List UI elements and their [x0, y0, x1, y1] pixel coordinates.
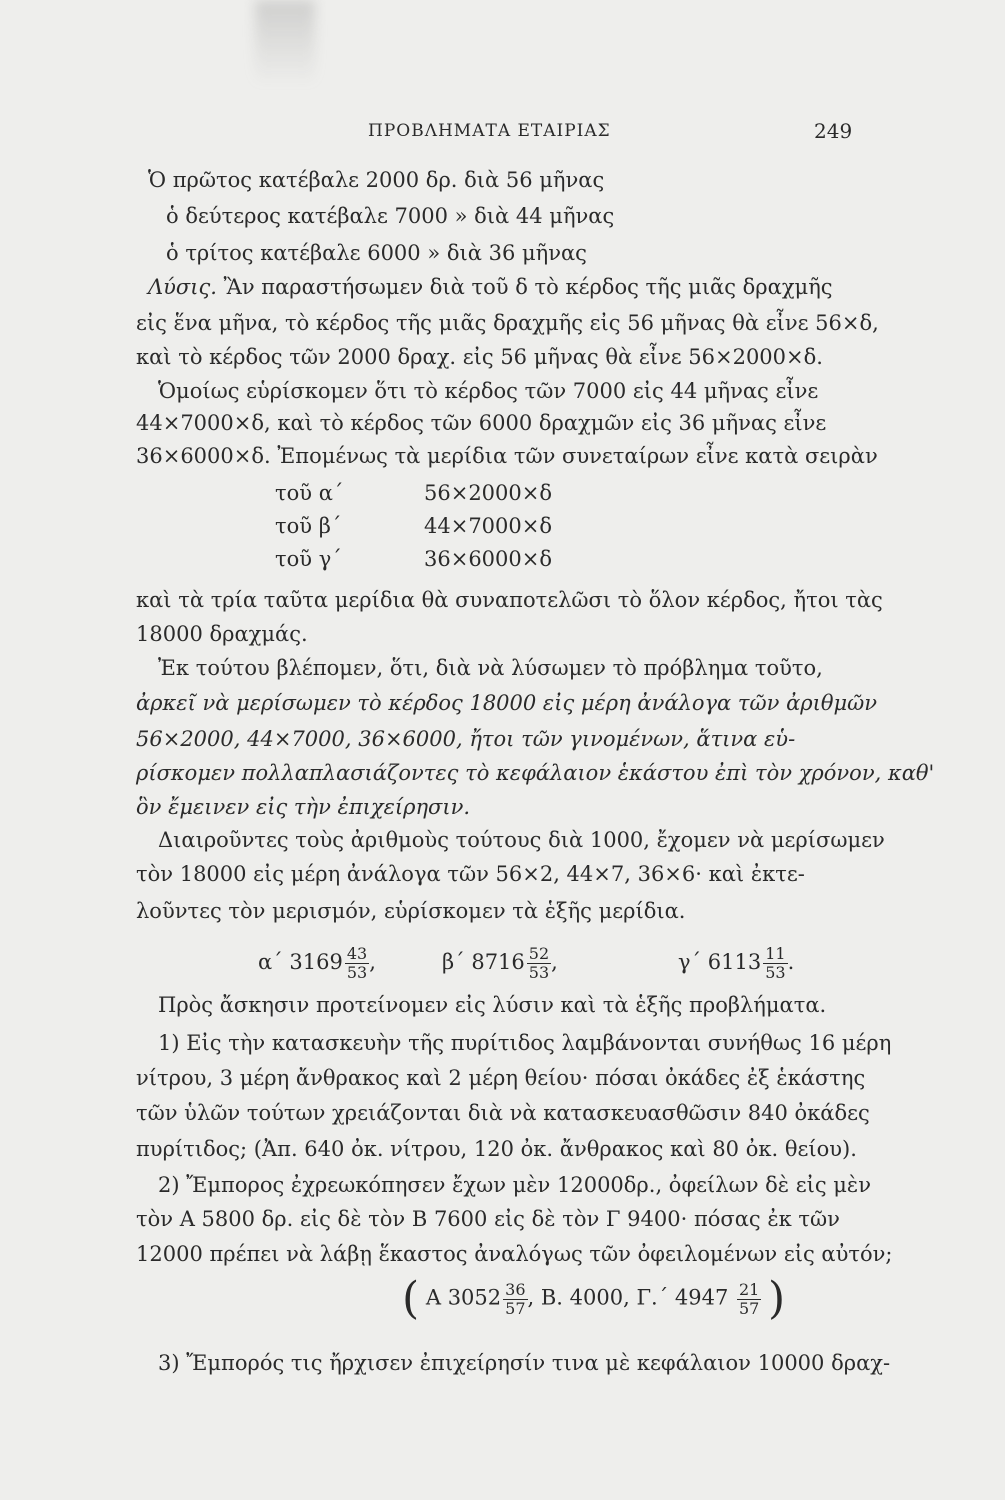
answer-open-paren: ( — [402, 1273, 420, 1324]
answer-c-fraction — [737, 1281, 761, 1318]
share-1-value: 56×2000×δ — [424, 481, 552, 505]
result-b-numerator: 52 — [528, 944, 550, 963]
text-line-4 — [148, 272, 833, 302]
result-c-denominator: 53 — [765, 963, 786, 982]
exercise-1-line-1: 1) Εἰς τὴν κατασκευὴν τῆς πυρίτιδος λαμβάνονται συνήθως 16 μέρη — [158, 1031, 892, 1055]
result-c-whole: 6113 — [707, 950, 762, 974]
result-b-label: β΄ — [442, 950, 465, 974]
exercise-1-line-2: νίτρου, 3 μέρη ἄνθρακος καὶ 2 μέρη θείου· πόσαι ὀκάδες ἐξ ἑκάστης — [136, 1066, 866, 1090]
exercise-2-line-2: τὸν Α 5800 δρ. εἰς δὲ τὸν Β 7600 εἰς δὲ τὸν Γ 9400· πόσας ἐκ τῶν — [136, 1207, 840, 1231]
text-line-21: τὸν 18000 εἰς μέρη ἀνάλογα τῶν 56×2, 44×7, 36×6· καὶ ἐκτε- — [136, 862, 805, 886]
result-b-fraction — [527, 945, 551, 982]
exercise-2-line-3: 12000 πρέπει νὰ λάβῃ ἕκαστος ἀναλόγως τῶν ὀφειλομένων εἰς αὐτόν; — [136, 1242, 893, 1266]
text-line-3: ὁ τρίτος κατέβαλε 6000 » διὰ 36 μῆνας — [166, 241, 587, 265]
result-c-fraction — [763, 945, 787, 982]
text-line-15: Ἐκ τούτου βλέπομεν, ὅτι, διὰ νὰ λύσωμεν τὸ πρόβλημα τοῦτο, — [158, 656, 823, 680]
text-line-9: 36×6000×δ. Ἐπομένως τὰ μερίδια τῶν συνεταίρων εἶνε κατὰ σειρὰν — [136, 444, 878, 468]
result-a-whole: 3169 — [289, 950, 343, 974]
exercise-1-line-4: πυρίτιδος; (Ἀπ. 640 ὀκ. νίτρου, 120 ὀκ. ἄνθρακος καὶ 80 ὀκ. θείου). — [136, 1137, 857, 1161]
result-share-b: β΄ 8716 $\frac{52}{53}$ , — [442, 944, 558, 982]
result-a-numerator: 43 — [346, 944, 368, 963]
text-line-20: Διαιροῦντες τοὺς ἀριθμοὺς τούτους διὰ 1000, ἔχομεν νὰ μερίσωμεν — [158, 828, 885, 852]
exercise-3-line-1: 3) Ἔμπορός τις ἤρχισεν ἐπιχείρησίν τινα μὲ κεφάλαιον 10000 δραχ- — [158, 1351, 891, 1375]
result-a-fraction — [345, 945, 369, 982]
answer-c-numerator: 21 — [739, 1279, 760, 1299]
text-line-22: λοῦντες τὸν μερισμόν, εὑρίσκομεν τὰ ἑξῆς μερίδια. — [136, 899, 686, 923]
exercises-intro: Πρὸς ἄσκησιν προτείνομεν εἰς λύσιν καὶ τὰ ἑξῆς προβλήματα. — [158, 993, 827, 1017]
share-3-label: τοῦ γ΄ — [275, 547, 342, 571]
result-c-label: γ΄ — [678, 950, 702, 974]
exercise-1-line-3: τῶν ὑλῶν τούτων χρειάζονται διὰ νὰ κατασκευασθῶσιν 840 ὀκάδες — [136, 1101, 870, 1125]
share-2-label: τοῦ β΄ — [275, 514, 342, 538]
text-line-14: 18000 δραχμάς. — [136, 622, 308, 646]
text-line-13: καὶ τὰ τρία ταῦτα μερίδια θὰ συναποτελῶσι τὸ ὅλον κέρδος, ἤτοι τὰς — [136, 588, 883, 612]
exercise-2-answer — [402, 1273, 786, 1324]
result-share-a: α΄ 3169 $\frac{43}{53}$ , — [258, 944, 376, 982]
share-1-label: τοῦ α΄ — [275, 481, 344, 505]
running-header-title: ΠΡΟΒΛΗΜΑΤΑ ΕΤΑΙΡΙΑΣ — [368, 121, 611, 141]
text-line-2: ὁ δεύτερος κατέβαλε 7000 » διὰ 44 μῆνας — [166, 204, 615, 228]
text-line-16: ἀρκεῖ νὰ μερίσωμεν τὸ κέρδος 18000 εἰς μέρη ἀνάλογα τῶν ἀριθμῶν — [136, 691, 878, 715]
result-share-c: γ΄ 6113 $\frac{11}{53}$ . — [678, 944, 795, 982]
answer-c-denominator: 57 — [739, 1298, 760, 1318]
scan-smudge — [255, 0, 315, 85]
result-a-label: α΄ — [258, 950, 283, 974]
text-line-19: ὃν ἔμεινεν εἰς τὴν ἐπιχείρησιν. — [136, 795, 471, 819]
text-line-8: 44×7000×δ, καὶ τὸ κέρδος τῶν 6000 δραχμῶν εἰς 36 μῆνας εἶνε — [136, 411, 827, 435]
text-line-18: ρίσκομεν πολλαπλασιάζοντες τὸ κεφάλαιον ἑκάστου ἐπὶ τὸν χρόνον, καθ' — [136, 761, 935, 785]
share-2-value: 44×7000×δ — [424, 514, 552, 538]
answer-close-paren: ) — [768, 1273, 786, 1324]
answer-a-denominator: 57 — [505, 1298, 526, 1318]
answer-a-text: Α 3052 — [425, 1285, 502, 1310]
result-b-whole: 8716 — [471, 950, 525, 974]
result-b-denominator: 53 — [528, 963, 550, 982]
solution-label: Λύσις. — [148, 275, 217, 299]
answer-bc-text: , Β. 4000, Γ.΄ 4947 — [527, 1285, 729, 1310]
text-line-5: εἰς ἕνα μῆνα, τὸ κέρδος τῆς μιᾶς δραχμῆς εἰς 56 μῆνας θὰ εἶνε 56×δ, — [136, 311, 879, 335]
answer-a-numerator: 36 — [505, 1279, 526, 1299]
solution-text: Ἂν παραστήσωμεν διὰ τοῦ δ τὸ κέρδος τῆς μιᾶς δραχμῆς — [216, 275, 833, 299]
result-a-denominator: 53 — [346, 963, 368, 982]
result-c-numerator: 11 — [765, 944, 786, 963]
exercise-2-line-1: 2) Ἔμπορος ἐχρεωκόπησεν ἔχων μὲν 12000δρ., ὀφείλων δὲ εἰς μὲν — [158, 1173, 871, 1197]
page-number: 249 — [814, 119, 853, 143]
text-line-7: Ὁμοίως εὑρίσκομεν ὅτι τὸ κέρδος τῶν 7000 εἰς 44 μῆνας εἶνε — [158, 379, 819, 403]
share-3-value: 36×6000×δ — [424, 547, 552, 571]
text-line-1: Ὁ πρῶτος κατέβαλε 2000 δρ. διὰ 56 μῆνας — [148, 168, 605, 192]
text-line-17: 56×2000, 44×7000, 36×6000, ἤτοι τῶν γινομένων, ἅτινα εὑ- — [136, 727, 796, 751]
text-line-6: καὶ τὸ κέρδος τῶν 2000 δραχ. εἰς 56 μῆνας θὰ εἶνε 56×2000×δ. — [136, 345, 823, 369]
answer-a-fraction — [503, 1281, 527, 1318]
